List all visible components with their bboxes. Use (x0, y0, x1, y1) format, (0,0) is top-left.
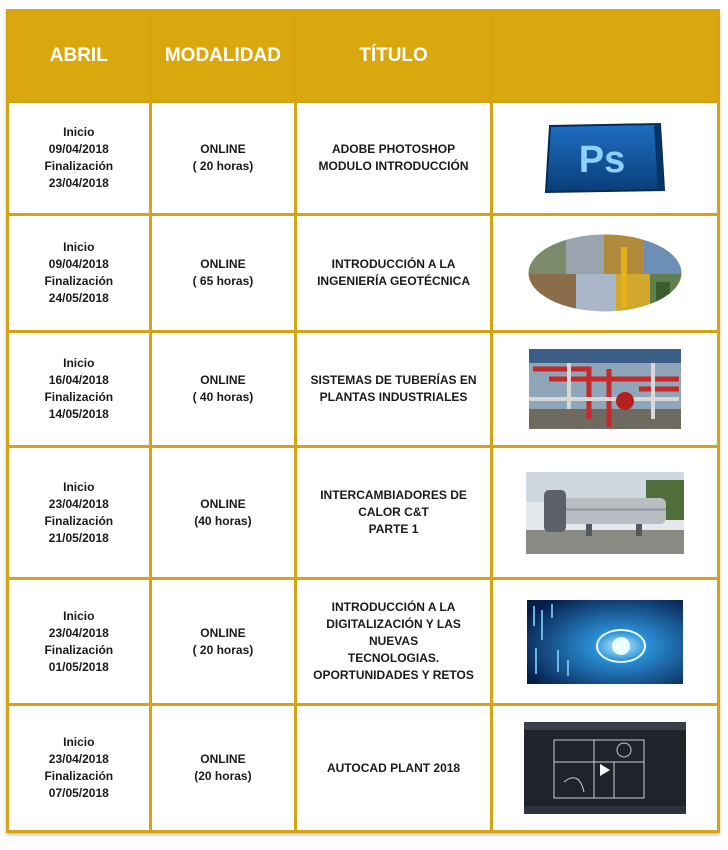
header-month: ABRIL (8, 11, 151, 102)
course-title: AUTOCAD PLANT 2018 (296, 705, 492, 832)
table-header-row (8, 11, 719, 102)
header-title: TÍTULO (296, 11, 492, 102)
course-thumbnail (491, 102, 718, 215)
course-mode: ONLINE (40 horas) (150, 447, 296, 579)
course-dates: Inicio 09/04/2018 Finalización 24/05/2018 (8, 215, 151, 332)
table-row (8, 705, 719, 832)
table-row (8, 579, 719, 705)
course-mode: ONLINE ( 40 horas) (150, 332, 296, 447)
course-mode: ONLINE ( 65 horas) (150, 215, 296, 332)
course-title: SISTEMAS DE TUBERÍAS EN PLANTAS INDUSTRIALES (296, 332, 492, 447)
table-row (8, 102, 719, 215)
table-row (8, 215, 719, 332)
svg-text:Ps: Ps (578, 139, 626, 181)
course-table (6, 9, 720, 833)
course-dates: Inicio 09/04/2018 Finalización 23/04/2018 (8, 102, 151, 215)
photoshop-logo-icon (544, 122, 666, 194)
course-thumbnail (491, 447, 718, 579)
course-dates: Inicio 23/04/2018 Finalización 07/05/2018 (8, 705, 151, 832)
course-mode: ONLINE (20 horas) (150, 705, 296, 832)
header-mode: MODALIDAD (150, 11, 296, 102)
course-schedule (6, 9, 720, 839)
autocad-screen-image (524, 722, 686, 814)
course-thumbnail (491, 215, 718, 332)
table-row (8, 332, 719, 447)
heat-exchanger-image (526, 472, 684, 554)
course-thumbnail (491, 332, 718, 447)
table-row (8, 447, 719, 579)
course-title: INTRODUCCIÓN A LA DIGITALIZACIÓN Y LAS NUEVAS TECNOLOGIAS. OPORTUNIDADES Y RETOS (296, 579, 492, 705)
course-title: INTRODUCCIÓN A LA INGENIERÍA GEOTÉCNICA (296, 215, 492, 332)
course-thumbnail (491, 579, 718, 705)
course-dates: Inicio 16/04/2018 Finalización 14/05/2018 (8, 332, 151, 447)
course-thumbnail (491, 705, 718, 832)
geotechnical-collage-image (526, 232, 684, 314)
header-image (491, 11, 718, 102)
course-title: INTERCAMBIADORES DE CALOR C&T PARTE 1 (296, 447, 492, 579)
course-mode: ONLINE ( 20 horas) (150, 579, 296, 705)
course-mode: ONLINE ( 20 horas) (150, 102, 296, 215)
course-dates: Inicio 23/04/2018 Finalización 01/05/2018 (8, 579, 151, 705)
piping-plant-image (529, 349, 681, 429)
course-dates: Inicio 23/04/2018 Finalización 21/05/2018 (8, 447, 151, 579)
course-title: ADOBE PHOTOSHOP MODULO INTRODUCCIÓN (296, 102, 492, 215)
digital-globe-image (527, 600, 683, 684)
